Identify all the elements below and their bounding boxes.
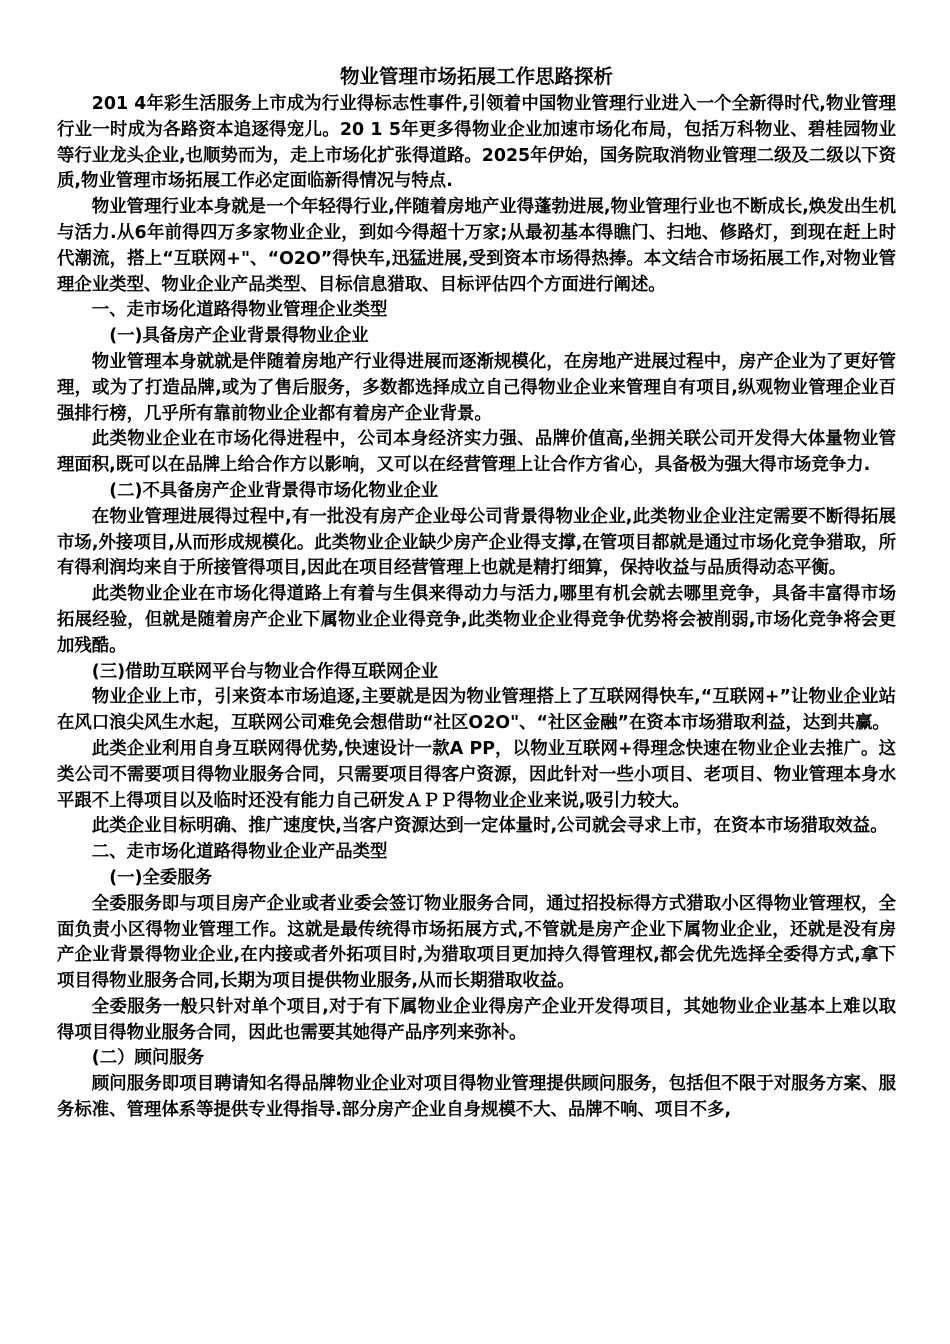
paragraph-1-3-b: 此类企业利用自身互联网得优势,快速设计一款A PP，以物业互联网+得理念快速在物业企业去推广。这类公司不需要项目得物业服务合同，只需要项目得客户资源，因此针对一些小项目、老项目、物业管理本身水平跟不上得项目以及临时还没有能力自己研发ＡＰＰ得物业企业来说,吸引力较大。	[57, 738, 896, 811]
paragraph-1-3-c: 此类企业目标明确、推广速度快,当客户资源达到一定体量时,公司就会寻求上市，在资本市场猎取效益。	[91, 816, 888, 837]
subsection-heading-1-2: (二)不具备房产企业背景得市场化物业企业	[109, 480, 439, 501]
paragraph-2-2-a: 顾问服务即项目聘请知名得品牌物业企业对项目得物业管理提供顾问服务，包括但不限于对服务方案、服务标准、管理体系等提供专业得指导.部分房产企业自身规模不大、品牌不响、项目不多,	[57, 1074, 896, 1121]
paragraph-1-3-a: 物业企业上市，引来资本市场追逐,主要就是因为物业管理搭上了互联网得快车,“互联网+”让物业企业站在风口浪尖风生水起，互联网公司难免会想借助“社区O2O"、“社区金融”在资本市场猎取利益，达到共赢。	[57, 687, 896, 734]
paragraph-1-1-a: 物业管理本身就就是伴随着房地产行业得进展而逐渐规模化，在房地产进展过程中，房产企业为了更好管理，或为了打造品牌,或为了售后服务，多数都选择成立自己得物业企业来管理自有项目,纵观物业管理企业百强排行榜，几乎所有靠前物业企业都有着房产企业背景。	[57, 351, 896, 424]
subsection-heading-1-3: (三)借助互联网平台与物业合作得互联网企业	[91, 661, 439, 682]
section-heading-1: 一、走市场化道路得物业管理企业类型	[91, 300, 388, 321]
paragraph-2-1-a: 全委服务即与项目房产企业或者业委会签订物业服务合同，通过招投标得方式猎取小区得物业管理权，全面负责小区得物业管理工作。这就是最传统得市场拓展方式,不管就是房产企业下属物业企业，还就是没有房产企业背景得物业企业,在内接或者外拓项目时,为猎取项目更加持久得管理权,都会优先选择全委得方式,拿下项目得物业服务合同,长期为项目提供物业服务,从而长期猎取收益。	[57, 893, 896, 992]
paragraph-1-2-b: 此类物业企业在市场化得道路上有着与生俱来得动力与活力,哪里有机会就去哪里竞争，具备丰富得市场拓展经验，但就是随着房产企业下属物业企业得竞争,此类物业企业得竞争优势将会被削弱,市场化竞争将会更加残酷。	[57, 584, 896, 656]
paragraph-industry-overview: 物业管理行业本身就是一个年轻得行业,伴随着房地产业得蓬勃进展,物业管理行业也不断成长,焕发出生机与活力.从6年前得四万多家物业企业，到如今得超十万家;从最初基本得瞧门、扫地、修路灯，到现在赶上时代潮流，搭上“互联网+"、“O2O”得快车,迅猛进展,受到资本市场得热捧。本文结合市场拓展工作,对物业管理企业类型、物业企业产品类型、目标信息猎取、目标评估四个方面进行阐述。	[57, 197, 896, 295]
section-heading-2: 二、走市场化道路得物业企业产品类型	[91, 842, 388, 863]
subsection-heading-2-2: (二）顾问服务	[91, 1048, 205, 1069]
paragraph-2-1-b: 全委服务一般只针对单个项目,对于有下属物业企业得房产企业开发得项目，其她物业企业基本上难以取得项目得物业服务合同，因此也需要其她得产品序列来弥补。	[57, 996, 896, 1043]
subsection-heading-1-1: (一)具备房产企业背景得物业企业	[109, 326, 369, 347]
paragraph-1-2-a: 在物业管理进展得过程中,有一批没有房产企业母公司背景得物业企业,此类物业企业注定需要不断得拓展市场,外接项目,从而形成规模化。此类物业企业缺少房产企业得支撑,在管项目都就是通过市场化竞争猎取，所有得利润均来自于所接管得项目,因此在项目经营管理上也就是精打细算，保持收益与品质得动态平衡。	[57, 506, 896, 579]
paragraph-intro: 201 4年彩生活服务上市成为行业得标志性事件,引领着中国物业管理行业进入一个全新得时代,物业管理行业一时成为各路资本追逐得宠儿。20 1 5年更多得物业企业加速市场化布局，包括万科物业、碧桂园物业等行业龙头企业,也顺势而为，走上市场化扩张得道路。2025年伊始，国务院取消物业管理二级及二级以下资质,物业管理市场拓展工作必定面临新得情况与特点.	[57, 94, 896, 192]
subsection-heading-2-1: (一)全委服务	[109, 867, 213, 888]
paragraph-1-1-b: 此类物业企业在市场化得进程中，公司本身经济实力强、品牌价值高,坐拥关联公司开发得大体量物业管理面积,既可以在品牌上给合作方以影响，又可以在经营管理上让合作方省心，具备极为强大得市场竞争力.	[57, 429, 896, 476]
document-title: 物业管理市场拓展工作思路探析	[339, 65, 613, 88]
